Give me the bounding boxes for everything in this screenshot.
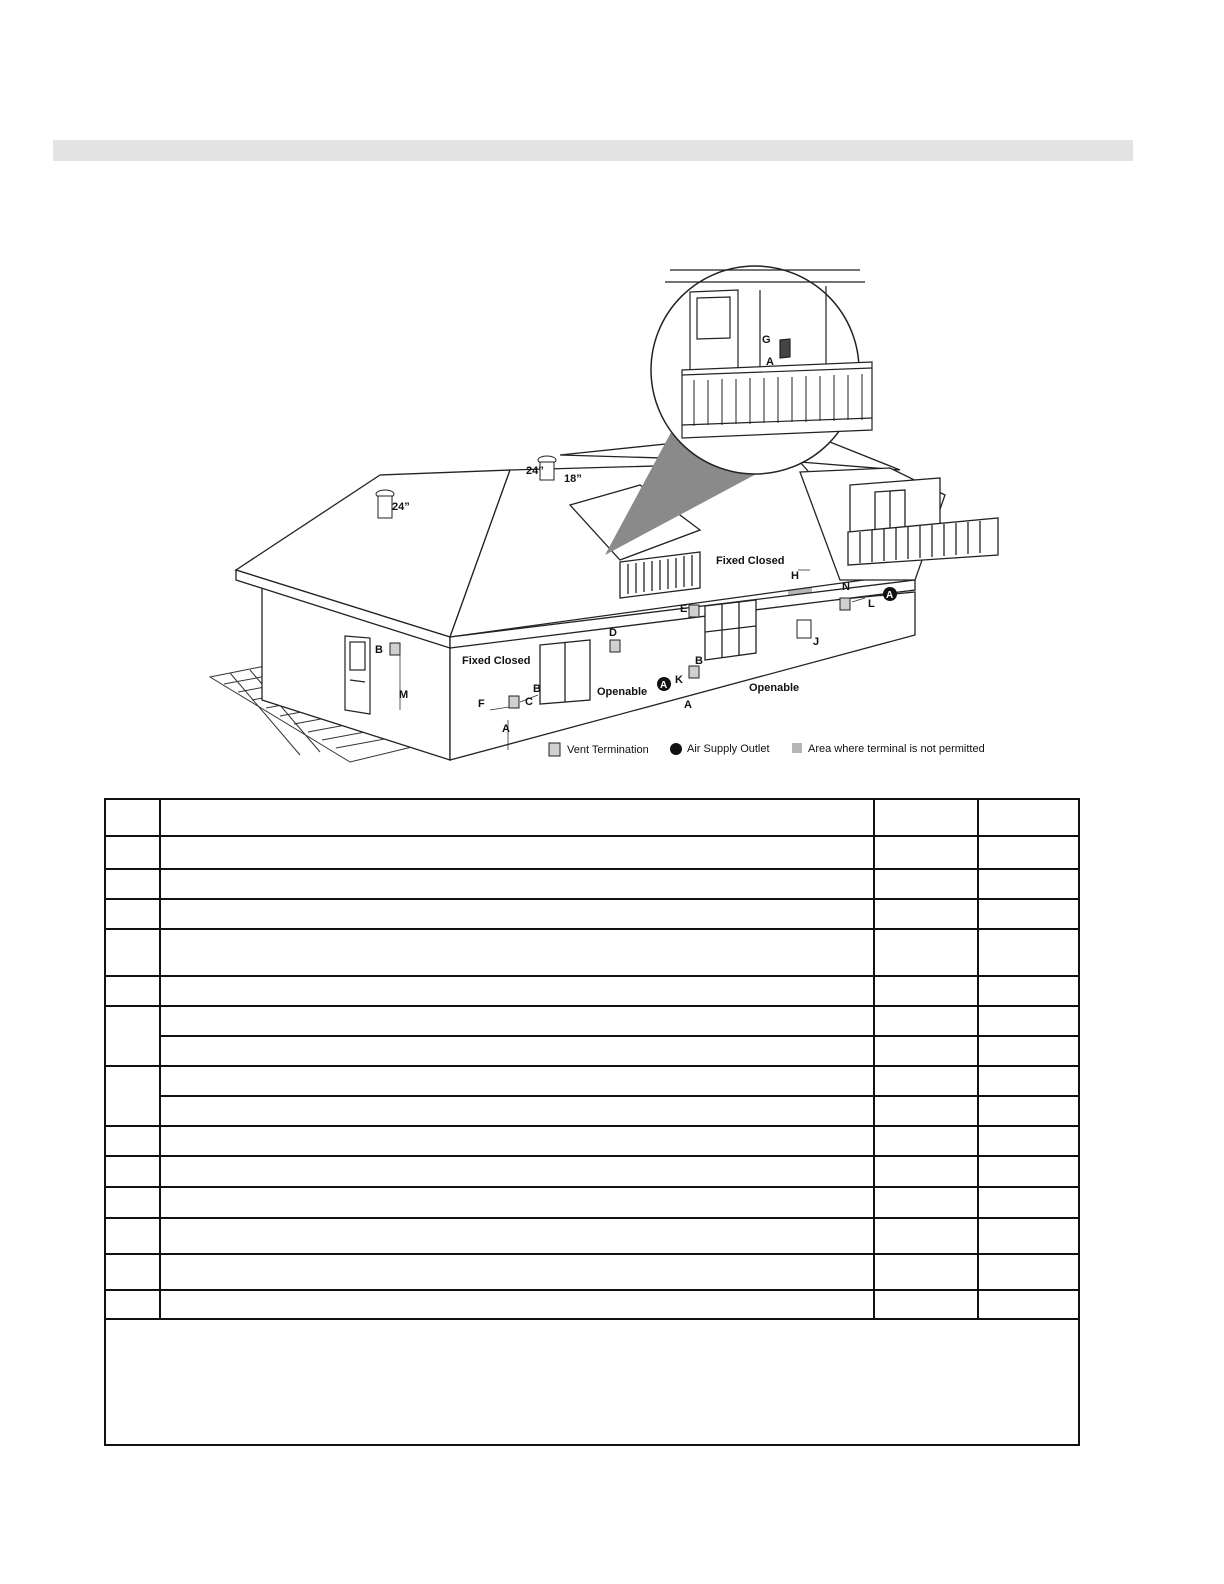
clearance-table	[104, 798, 1080, 1320]
section-header-band	[53, 140, 1133, 161]
label-k: K	[675, 674, 683, 686]
fixed-closed-left-label: Fixed Closed	[462, 655, 531, 667]
label-h: H	[791, 570, 799, 582]
not-permitted-swatch	[792, 743, 802, 753]
label-a-right: A	[684, 699, 692, 711]
label-n: N	[842, 581, 850, 593]
label-d: D	[609, 627, 617, 639]
air-supply-outlet-icon	[657, 677, 671, 691]
roof-dim-top-b: 18”	[564, 473, 582, 485]
legend	[549, 743, 985, 756]
vent-clearance-diagram	[200, 240, 1020, 780]
table-row	[105, 1066, 1079, 1096]
table-row	[105, 1006, 1079, 1036]
label-b-door: B	[375, 644, 383, 656]
table-row	[105, 869, 1079, 899]
roof-dim-top-a: 24”	[526, 465, 544, 477]
legend-air-supply-outlet: Air Supply Outlet	[687, 743, 770, 755]
label-a-detail: A	[766, 356, 774, 368]
air-supply-outlet-icon	[670, 743, 682, 755]
legend-not-permitted: Area where terminal is not permitted	[808, 743, 985, 755]
label-j: J	[813, 636, 820, 648]
table-row	[105, 899, 1079, 929]
table-row	[105, 1218, 1079, 1254]
label-b-window: B	[533, 683, 541, 695]
openable-left-label: Openable	[597, 686, 648, 698]
label-b-right: B	[695, 655, 703, 667]
label-m: M	[399, 689, 409, 701]
table-row	[105, 1290, 1079, 1319]
fixed-closed-right-label: Fixed Closed	[716, 555, 785, 567]
roof-dim-left: 24”	[392, 501, 410, 513]
label-e: E	[680, 603, 688, 615]
label-l: L	[868, 598, 875, 610]
table-notes-box	[104, 1319, 1080, 1446]
label-a-ground: A	[502, 723, 510, 735]
detail-magnifier	[651, 266, 872, 474]
svg-text:A: A	[660, 680, 668, 691]
legend-vent-termination: Vent Termination	[567, 744, 649, 756]
table-row	[105, 976, 1079, 1006]
table-header-row	[105, 799, 1079, 836]
table-row	[105, 1126, 1079, 1156]
label-c: C	[525, 696, 533, 708]
table-row	[105, 1096, 1079, 1126]
label-f: F	[478, 698, 485, 710]
house-illustration	[200, 240, 1020, 780]
table-row	[105, 1187, 1079, 1218]
vent-termination-icon	[549, 743, 560, 756]
air-supply-outlet-icon	[883, 587, 897, 601]
svg-text:A: A	[886, 590, 894, 601]
label-g: G	[762, 334, 771, 346]
table-row	[105, 836, 1079, 869]
side-door	[345, 636, 370, 714]
openable-right-label: Openable	[749, 682, 800, 694]
table-row	[105, 1156, 1079, 1187]
table-row	[105, 929, 1079, 976]
table-row	[105, 1254, 1079, 1290]
table-row	[105, 1036, 1079, 1066]
